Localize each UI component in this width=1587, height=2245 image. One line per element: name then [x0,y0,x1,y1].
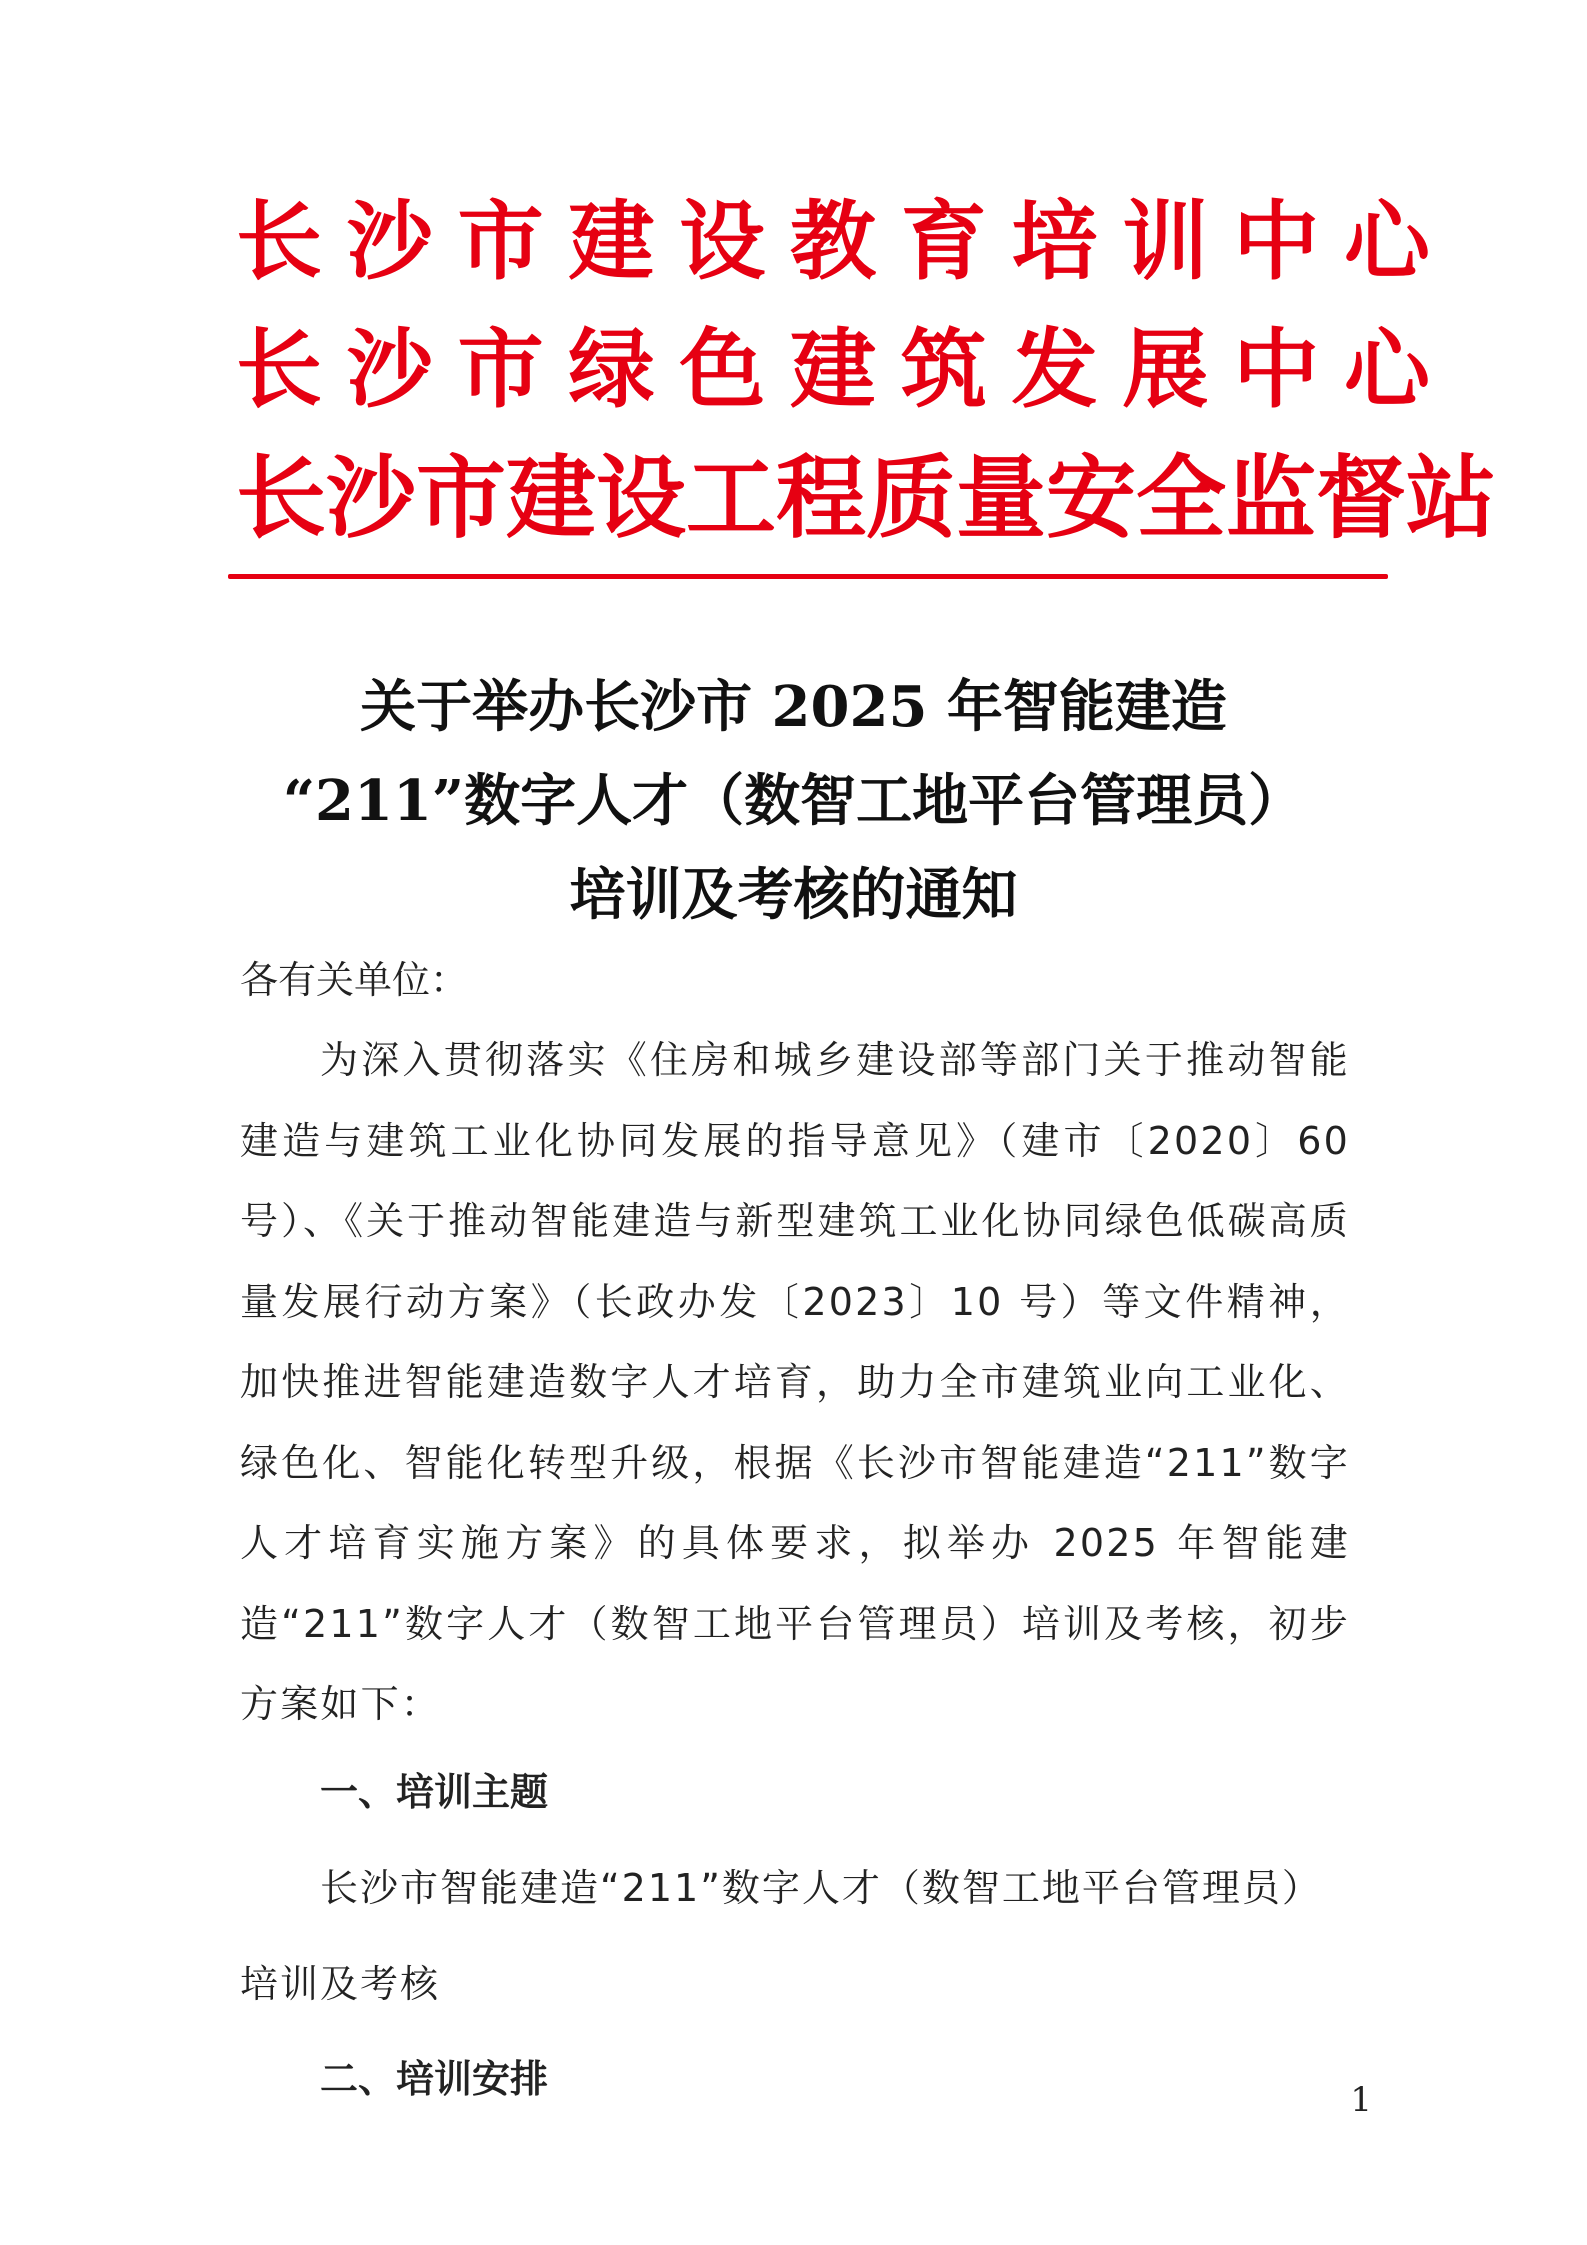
issuer-line-3: 长沙市建设工程质量安全监督站 [236,445,1496,551]
intro-paragraph: 为深入贯彻落实《住房和城乡建设部等部门关于推动智能建造与建筑工业化协同发展的指导意见》（建市〔2020〕60 号）、《关于推动智能建造与新型建筑工业化协同绿色低碳高质量发展行动方案》（长政办发〔2023〕10 号）等文件精神，加快推进智能建造数字人才培育，助力全市建筑业向工业化、绿色化、智能化转型升级，根据《长沙市智能建造“211”数字人才培育实施方案》的具体要求，拟举办 2025 年智能建造“211”数字人才（数智工地平台管理员）培训及考核，初步方案如下： [240,1038,1350,1726]
title-line-2: “211”数字人才（数智工地平台管理员） [282,768,1305,834]
salutation: 各有关单位： [240,958,469,1002]
document-title [160,660,1427,942]
issuer-line-2: 长沙市绿色建筑发展中心 [236,319,1455,420]
issuer-header [236,178,1496,562]
page-number: 1 [1350,2080,1372,2120]
section-heading-2: 二、培训安排 [320,2056,549,2101]
document-body [240,940,1350,2127]
title-line-1: 关于举办长沙市 2025 年智能建造 [360,674,1227,740]
issuer-line-1: 长沙市建设教育培训中心 [236,191,1455,292]
section-1-text: 长沙市智能建造“211”数字人才（数智工地平台管理员）培训及考核 [240,1865,1322,2006]
red-divider-line [228,574,1388,579]
title-line-3: 培训及考核的通知 [569,862,1018,928]
section-heading-1: 一、培训主题 [320,1769,549,1814]
